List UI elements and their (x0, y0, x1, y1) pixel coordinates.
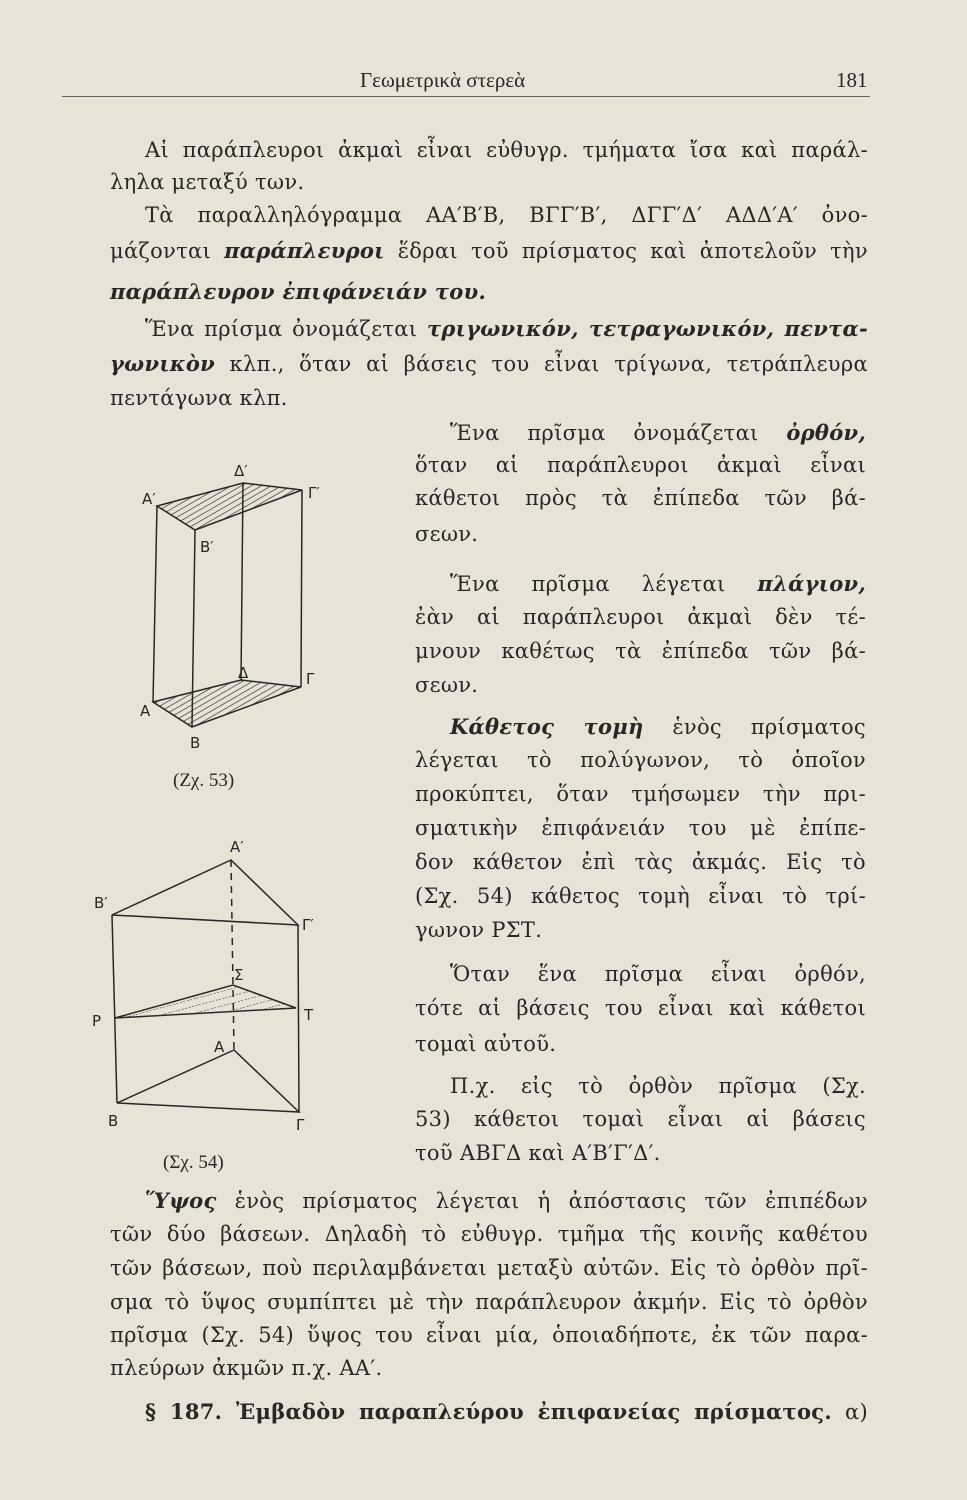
text-run: 53) κάθετοι τομαὶ εἶναι αἱ βάσεις (415, 1107, 866, 1131)
text-line (110, 351, 868, 376)
text-run: γωνον ΡΣΤ. (415, 918, 543, 942)
label: Σ (234, 966, 244, 984)
figure-53-caption: (Ζχ. 53) (173, 770, 235, 791)
text-run: (Σχ. 54) κάθετος τομὴ εἶναι τὸ τρί- (415, 884, 866, 908)
text-line (415, 782, 866, 806)
label: Γ (296, 1116, 305, 1134)
text-run: ὅταν αἱ παράπλευροι ἀκμαὶ εἶναι (415, 453, 866, 477)
text-line (145, 138, 868, 162)
label: Γ (306, 670, 315, 688)
text-run: § 187. Ἐμβαδὸν παραπλεύρου ἐπιφανείας πρίσματος. (145, 1399, 832, 1424)
label: Τ (304, 1006, 314, 1024)
emphasized-term: Κάθετος τομὴ (450, 714, 644, 739)
emphasized-term: ὀρθόν, (786, 420, 866, 445)
text-line (145, 316, 868, 341)
text-line (415, 522, 866, 546)
running-header: Γεωμετρικὰ στερεὰ (360, 68, 526, 92)
text-run: Ἕνα πρίσμα ὀνομάζεται (145, 317, 427, 341)
emphasized-term: παράπλευρον ἐπιφάνειάν του. (110, 279, 487, 304)
header-rule (62, 96, 870, 97)
label: Α′ (230, 838, 244, 856)
text-run: μάζονται (110, 239, 225, 263)
label: Α (214, 1038, 225, 1056)
text-line (145, 1399, 868, 1424)
text-line (415, 1141, 866, 1165)
text-run: κάθετοι πρὸς τὰ ἐπίπεδα τῶν βά- (415, 486, 866, 510)
label: Α′ (142, 490, 156, 508)
text-line (110, 1290, 868, 1314)
text-line (415, 996, 866, 1020)
text-run: ληλα μεταξύ των. (110, 170, 305, 194)
text-run: α) (831, 1400, 868, 1424)
text-run: Ὅταν ἕνα πρῖσμα εἶναι ὀρθόν, (450, 962, 866, 986)
text-run: σεων. (415, 522, 479, 546)
text-line (415, 453, 866, 477)
text-line (450, 962, 866, 986)
text-line (415, 639, 866, 663)
figure-54-prism (70, 800, 350, 1140)
text-line (415, 1107, 866, 1131)
text-run: πρῖσμα (Σχ. 54) ὕψος του εἶναι μία, ὁποιαδήποτε, ἐκ τῶν παρα- (110, 1323, 868, 1347)
text-run: ἑνὸς πρίσματος (643, 715, 866, 739)
text-run: πεντάγωνα κλπ. (110, 386, 288, 410)
figure-54-caption: (Σχ. 54) (163, 1152, 224, 1173)
text-line (415, 486, 866, 510)
label: Β′ (94, 894, 108, 912)
text-line (110, 1222, 868, 1246)
label: Γ′ (308, 484, 320, 502)
emphasized-term: τριγωνικόν, τετραγωνικόν, πεντα- (426, 316, 868, 341)
emphasized-term: Ὕψος (145, 1188, 217, 1213)
text-line (450, 1074, 866, 1098)
text-run: ἑνὸς πρίσματος λέγεται ἡ ἀπόστασις τῶν ἐπιπέδων (216, 1189, 868, 1213)
text-line (145, 1188, 868, 1213)
text-run: τοῦ ΑΒΓΔ καὶ Α′Β′Γ′Δ′. (415, 1141, 661, 1165)
text-run: πλεύρων ἀκμῶν π.χ. ΑΑ′. (110, 1356, 383, 1380)
text-run: ἐὰν αἱ παράπλευροι ἀκμαὶ δὲν τέ- (415, 605, 866, 629)
emphasized-term: γωνικὸν (110, 351, 216, 376)
text-line (110, 170, 868, 194)
top-triangle (112, 860, 298, 925)
text-run: τότε αἱ βάσεις του εἶναι καὶ κάθετοι (415, 996, 866, 1020)
bottom-triangle (117, 1050, 299, 1112)
text-run: σεων. (415, 673, 479, 697)
cross-section-triangle (115, 985, 296, 1018)
text-line (450, 571, 866, 596)
text-line (415, 605, 866, 629)
text-line (110, 1256, 868, 1280)
text-run: ἕδραι τοῦ πρίσματος καὶ ἀποτελοῦν τὴν (384, 239, 868, 263)
text-line (415, 850, 866, 874)
emphasized-term: παράπλευροι (224, 238, 385, 263)
text-run: τομαὶ αὐτοῦ. (415, 1032, 557, 1056)
text-line (450, 714, 866, 739)
text-run: λέγεται τὸ πολύγωνον, τὸ ὁποῖον (415, 748, 866, 772)
text-run: σμα τὸ ὕψος συμπίπτει μὲ τὴν παράπλευρον ἀκμήν. Εἰς τὸ ὀρθὸν (110, 1290, 868, 1314)
text-run: προκύπτει, ὅταν τμήσωμεν τὴν πρι- (415, 782, 866, 806)
text-line (110, 386, 868, 410)
text-run: Π.χ. εἰς τὸ ὀρθὸν πρῖσμα (Σχ. (450, 1074, 866, 1098)
text-line (415, 816, 866, 840)
page-number: 181 (836, 68, 868, 92)
text-run: Ἕνα πρῖσμα λέγεται (450, 572, 758, 596)
text-run: κλπ., ὅταν αἱ βάσεις του εἶναι τρίγωνα, τετράπλευρα (215, 352, 868, 376)
text-line (415, 1032, 866, 1056)
text-run: μνουν καθέτως τὰ ἐπίπεδα τῶν βά- (415, 639, 866, 663)
text-run: Τὰ παραλληλόγραμμα ΑΑ′Β′Β, ΒΓΓ′Β′, ΔΓΓ′Δ′ ΑΔΔ′Α′ ὀνο- (145, 203, 868, 227)
text-line (110, 1356, 868, 1380)
text-run: Ἕνα πρῖσμα ὀνομάζεται (450, 421, 787, 445)
text-line (415, 748, 866, 772)
text-line (110, 279, 868, 304)
top-base (157, 483, 302, 530)
label: Β (108, 1112, 119, 1130)
label: Δ (238, 664, 249, 682)
label: Α (140, 702, 151, 720)
text-line (450, 420, 866, 445)
label: Ρ (92, 1012, 102, 1030)
text-line (110, 238, 868, 263)
figure-53-prism (130, 440, 350, 760)
text-run: δον κάθετον ἐπὶ τὰς ἀκμάς. Εἰς τὸ (415, 850, 866, 874)
text-line (145, 203, 868, 227)
label: Γ′ (302, 916, 314, 934)
text-line (415, 918, 866, 942)
label: Β (190, 734, 201, 752)
text-line (110, 1323, 868, 1347)
emphasized-term: πλάγιον, (757, 571, 866, 596)
label: Δ′ (234, 462, 248, 480)
bottom-base (153, 680, 301, 727)
text-run: τῶν βάσεων, ποὺ περιλαμβάνεται μεταξὺ αὐτῶν. Εἰς τὸ ὀρθὸν πρῖ- (110, 1256, 868, 1280)
text-run: Αἱ παράπλευροι ἀκμαὶ εἶναι εὐθυγρ. τμήματα ἴσα καὶ παράλ- (145, 138, 868, 162)
text-line (415, 673, 866, 697)
label: Β′ (200, 538, 214, 556)
text-line (415, 884, 866, 908)
text-run: σματικὴν ἐπιφάνειάν του μὲ ἐπίπε- (415, 816, 866, 840)
text-run: τῶν δύο βάσεων. Δηλαδὴ τὸ εὐθυγρ. τμῆμα τῆς κοινῆς καθέτου (110, 1222, 868, 1246)
